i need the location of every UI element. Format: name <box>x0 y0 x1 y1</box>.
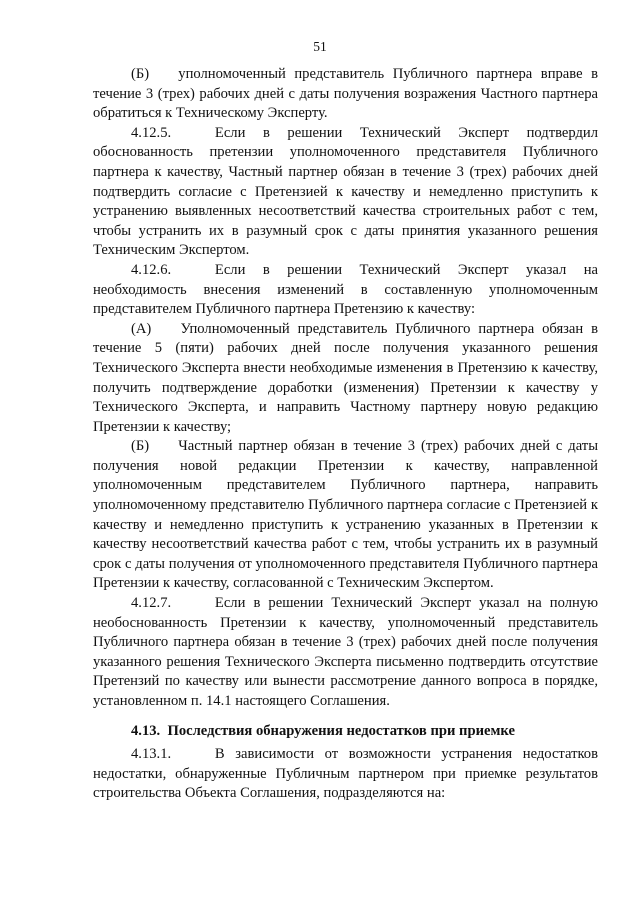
paragraph-4-12-6: 4.12.6. Если в решении Технический Эксперт указал на необходимость внесения изменений в составленную уполномоченным представителем Публичного партнера Претензию к качеству: <box>93 261 598 318</box>
paragraph-b-objection: (Б) уполномоченный представитель Публичного партнера вправе в течение 3 (трех) рабочих дней с даты получения возражения Частного партнера обратиться к Техническому Эксперту. <box>93 66 598 122</box>
paragraph-4-12-6-b: (Б) Частный партнер обязан в течение 3 (трех) рабочих дней с даты получения новой редакции Претензии к качеству, направленной уполномоченным представителем Публичного партнера, направить уполномоченному представителю Публичного партнера согласие с Претензией к качеству и немедленно приступить к устранению указанных в Претензии к качеству несоответствий качества работ с тем, чтобы устранить их в разумный срок с даты получения от уполномоченного представителя Публичного партнера Претензии к качеству, согласованной с Техническим Экспертом. <box>93 438 598 592</box>
paragraph-4-12-7: 4.12.7. Если в решении Технический Эксперт указал на полную необоснованность Претензии к качеству, уполномоченный представитель Публичного партнера обязан в течение 3 (трех) рабочих дней после получения указанного решения Технического Эксперта письменно подтвердить отсутствие Претензий по качеству или вынести рассмотрение данного вопроса в порядке, установленном п. 14.1 настоящего Соглашения. <box>93 595 598 709</box>
paragraph-4-13-1: 4.13.1. В зависимости от возможности устранения недостатков недостатки, обнаруженные Публичным партнером при приемке результатов строительства Объекта Соглашения, подразделяются на: <box>93 746 598 802</box>
paragraph-4-12-6-a: (А) Уполномоченный представитель Публичного партнера обязан в течение 5 (пяти) рабочих дней после получения указанного решения Технического Эксперта внести необходимые изменения в Претензию к качеству, получить подтверждение доработки (изменения) Претензии к качеству у Технического Эксперта, и направить Частному партнеру новую редакцию Претензии к качеству; <box>93 320 598 435</box>
section-heading-4-13: 4.13. Последствия обнаружения недостатков при приемке <box>131 722 515 739</box>
document-body <box>93 65 598 804</box>
paragraph-4-12-5: 4.12.5. Если в решении Технический Эксперт подтвердил обоснованность претензии уполномоченного представителя Публичного партнера к качеству, Частный партнер обязан в течение 3 (трех) рабочих дней подтвердить согласие с Претензией к качеству и немедленно приступить к устранению выявленных несоответствий качества строительных работ с тем, чтобы устранить их в разумный срок с даты принятия указанного решения Техническим Экспертом. <box>93 124 598 259</box>
page-number: 51 <box>313 39 327 54</box>
